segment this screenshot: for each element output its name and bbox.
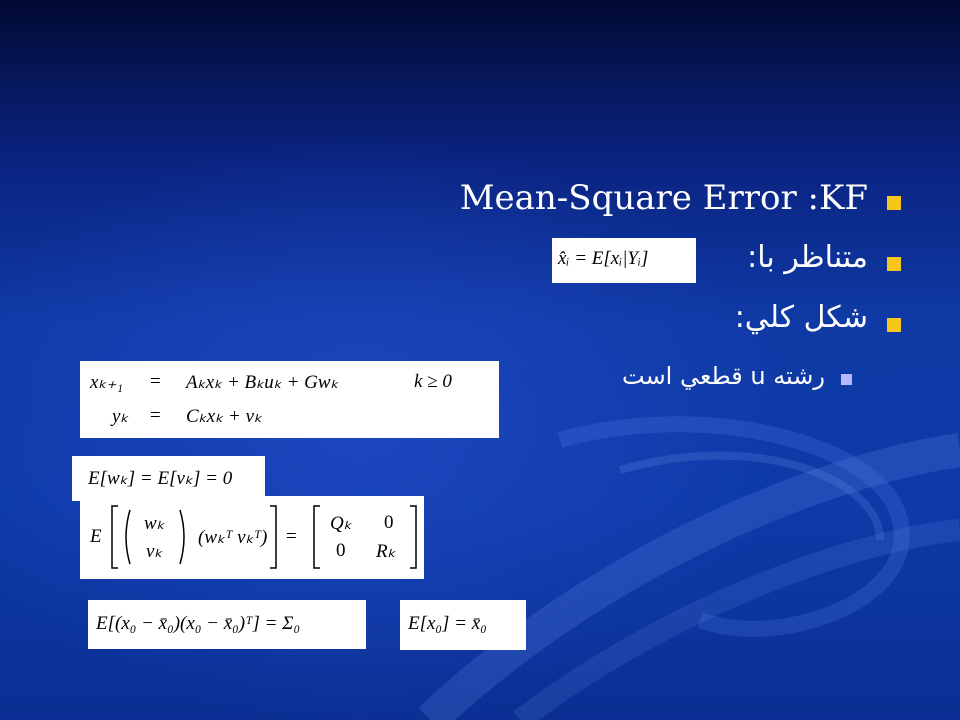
- cov-prefix: E: [90, 526, 102, 547]
- state-rhs-1: Aₖxₖ + Bₖuₖ + Gwₖ: [186, 372, 339, 393]
- cov-matrix-bracket-right: [408, 504, 418, 570]
- bullet-marker-1: [887, 196, 901, 210]
- state-space-equations: [80, 361, 499, 438]
- initial-covariance-equation: [88, 600, 366, 649]
- sub-bullet-marker: [841, 374, 852, 385]
- bullet-marker-2: [887, 257, 901, 271]
- state-rhs-2: Cₖxₖ + vₖ: [186, 406, 263, 427]
- estimate-text: x̂ᵢ = E[xᵢ|Yᵢ]: [558, 248, 649, 269]
- estimate-equation: [552, 238, 696, 283]
- cov-row-vec: (wₖᵀ vₖᵀ): [198, 527, 268, 548]
- state-eq-1: =: [150, 371, 161, 392]
- cov-eq: =: [286, 526, 297, 547]
- cov-paren-right: [178, 508, 188, 566]
- bullet-text-3: شكل كلي:: [734, 300, 868, 335]
- cov-m21: 0: [336, 540, 346, 561]
- cov-vec-top: wₖ: [144, 513, 165, 534]
- cov-matrix-bracket-left: [312, 504, 322, 570]
- initial-mean-equation: [400, 600, 526, 650]
- bullet-text-1: Mean-Square Error :KF: [459, 178, 868, 218]
- state-lhs-1: xₖ₊₁: [90, 372, 124, 393]
- bullet-marker-3: [887, 318, 901, 332]
- cov-m11: Qₖ: [330, 513, 352, 534]
- cov-vec-bottom: vₖ: [146, 541, 163, 562]
- cov-m12: 0: [384, 512, 394, 533]
- noise-mean-equation: [72, 456, 265, 501]
- cov-m22: Rₖ: [376, 541, 396, 562]
- init-mean-text: E[x₀] = x̄₀: [408, 613, 487, 634]
- covariance-equation: [80, 496, 424, 579]
- state-eq-2: =: [150, 405, 161, 426]
- state-lhs-2: yₖ: [112, 406, 129, 427]
- cov-outer-bracket-left: [110, 504, 120, 570]
- cov-paren-left: [122, 508, 132, 566]
- noise-mean-text: E[wₖ] = E[vₖ] = 0: [88, 468, 233, 489]
- sub-bullet-text: رشته u قطعي است: [622, 362, 825, 390]
- cov-outer-bracket-right: [268, 504, 278, 570]
- bullet-text-2: متناظر با:: [747, 240, 868, 275]
- state-cond-1: k ≥ 0: [414, 371, 452, 392]
- init-cov-text: E[(x₀ − x̄₀)(x₀ − x̄₀)ᵀ] = Σ₀: [96, 613, 301, 634]
